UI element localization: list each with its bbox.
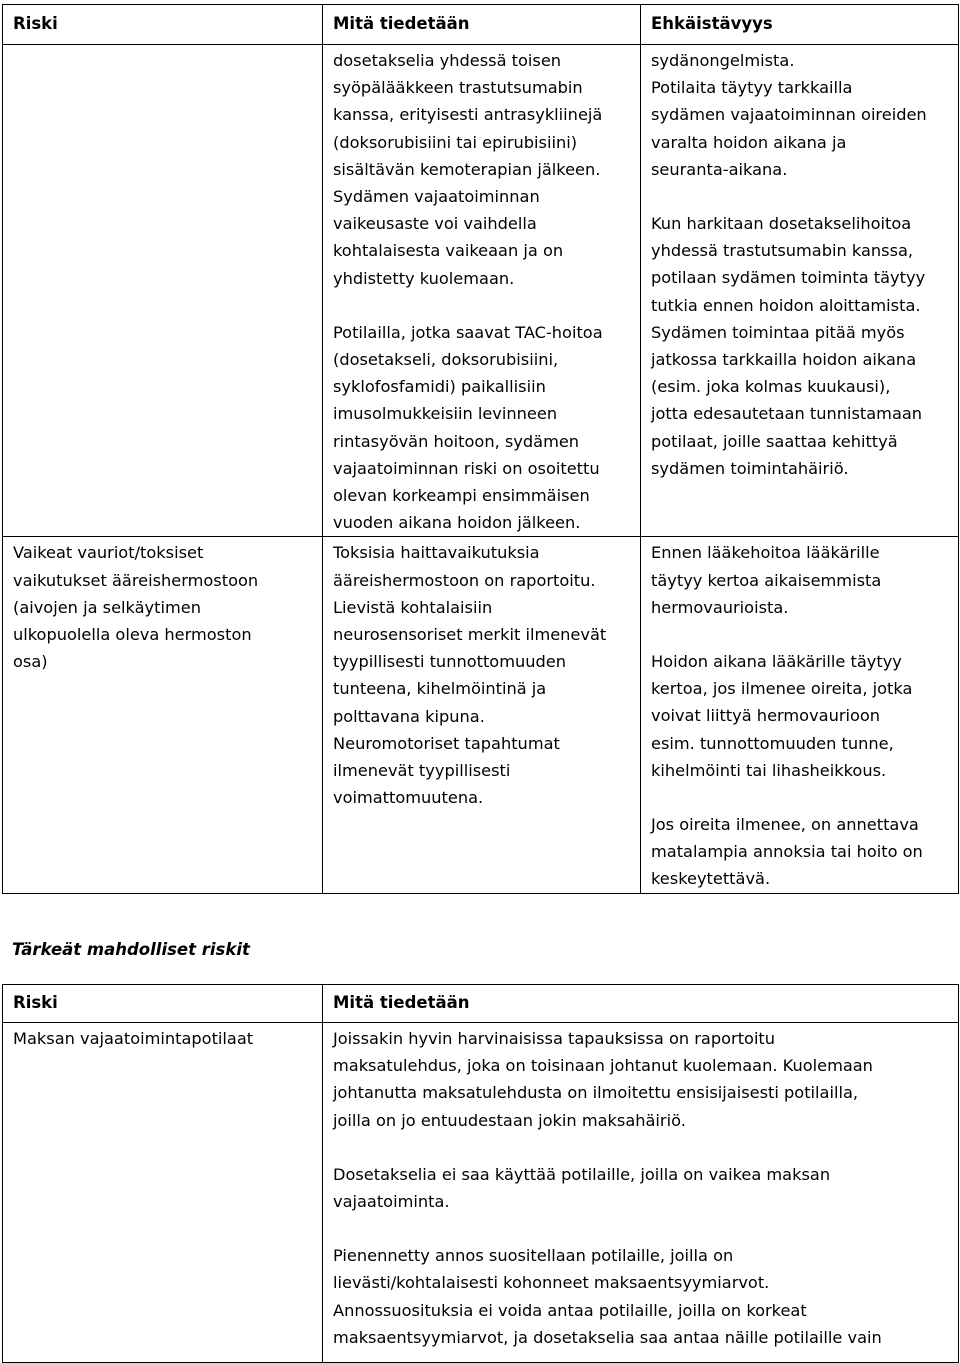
- paragraph: Kun harkitaan dosetakselihoitoa yhdessä trastutsumabin kanssa, potilaan sydämen toiminta täytyy tutkia ennen hoidon aloittamista. Sydämen toimintaa pitää myös jatkossa tarkkailla hoidon aikana (esim. joka kolmas kuukausi), jotta edesautetaan tunnistamaan potilaat, joille saattaa kehittyä sydämen toimintahäiriö.: [651, 214, 926, 478]
- known-cell: [323, 537, 641, 893]
- table-row: [3, 1023, 959, 1363]
- risk-table-important-identified: [2, 4, 959, 894]
- header-risk: Riski: [3, 985, 323, 1023]
- prevention-cell: [641, 45, 959, 537]
- risk-cell: Maksan vajaatoimintapotilaat: [3, 1023, 323, 1363]
- paragraph: Hoidon aikana lääkärille täytyy kertoa, jos ilmenee oireita, jotka voivat liittyä hermovaurioon esim. tunnottomuuden tunne, kihelmöinti tai lihasheikkous.: [651, 652, 913, 780]
- table-row: [3, 45, 959, 537]
- paragraph: Potilailla, jotka saavat TAC-hoitoa (dosetakseli, doksorubisiini, syklofosfamidi) paikallisiin imusolmukkeisiin levinneen rintasyövän hoitoon, sydämen vajaatoiminnan riski on osoitettu olevan korkeampi ensimmäisen vuoden aikana hoidon jälkeen.: [333, 322, 603, 533]
- paragraph: Jos oireita ilmenee, on annettava matalampia annoksia tai hoito on keskeytettävä.: [651, 815, 923, 889]
- paragraph: Toksisia haittavaikutuksia ääreishermostoon on raportoitu. Lievistä kohtalaisiin neurosensoriset merkit ilmenevät tyypillisesti tunnottomuuden tunteena, kihelmöintinä ja polttavana kipuna. Neuromotoriset tapahtumat ilmenevät tyypillisesti voimattomuutena.: [333, 543, 607, 808]
- known-cell: [323, 1023, 959, 1363]
- paragraph: dosetakselia yhdessä toisen syöpälääkkeen trastutsumabin kanssa, erityisesti antrasykliinejä (doksorubisiini tai epirubisiini) sisältävän kemoterapian jälkeen. Sydämen vajaatoiminnan vaikeusaste voi vaihdella kohtalaisesta vaikeaan ja on yhdistetty kuolemaan.: [333, 51, 603, 288]
- header-risk: Riski: [3, 5, 323, 45]
- paragraph: Potilaita täytyy tarkkailla sydämen vajaatoiminnan oireiden varalta hoidon aikana ja seuranta-aikana.: [651, 78, 927, 179]
- paragraph: Dosetakselia ei saa käyttää potilaille, joilla on vaikea maksan vajaatoiminta.: [333, 1164, 831, 1212]
- known-cell: [323, 45, 641, 537]
- paragraph: Pienennetty annos suositellaan potilaille, joilla on lievästi/kohtalaisesti kohonneet maksaentsyymiarvot. Annossuosituksia ei voida antaa potilaille, joilla on korkeat maksaentsyymiarvot, ja dosetakselia saa antaa näille potilaille vain: [333, 1246, 882, 1347]
- paragraph: sydänongelmista.: [651, 51, 795, 70]
- prevention-cell: [641, 537, 959, 893]
- risk-cell: Vaikeat vauriot/toksiset vaikutukset ääreishermostoon (aivojen ja selkäytimen ulkopuolella oleva hermoston osa): [3, 537, 323, 893]
- risk-table-important-potential: [2, 984, 959, 1363]
- table-header-row: [3, 5, 959, 45]
- risk-cell: [3, 45, 323, 537]
- paragraph: Ennen lääkehoitoa lääkärille täytyy kertoa aikaisemmista hermovaurioista.: [651, 543, 882, 617]
- header-prevention: Ehkäistävyys: [641, 5, 959, 45]
- section-title: Tärkeät mahdolliset riskit: [12, 940, 250, 959]
- header-known: Mitä tiedetään: [323, 985, 959, 1023]
- header-known: Mitä tiedetään: [323, 5, 641, 45]
- table-row: [3, 537, 959, 893]
- paragraph: Joissakin hyvin harvinaisissa tapauksissa on raportoitu maksatulehdus, joka on toisinaan johtanut kuolemaan. Kuolemaan johtanutta maksatulehdusta on ilmoitettu ensisijaisesti potilailla, joilla on jo entuudestaan jokin maksahäiriö.: [333, 1029, 873, 1130]
- table-header-row: [3, 985, 959, 1023]
